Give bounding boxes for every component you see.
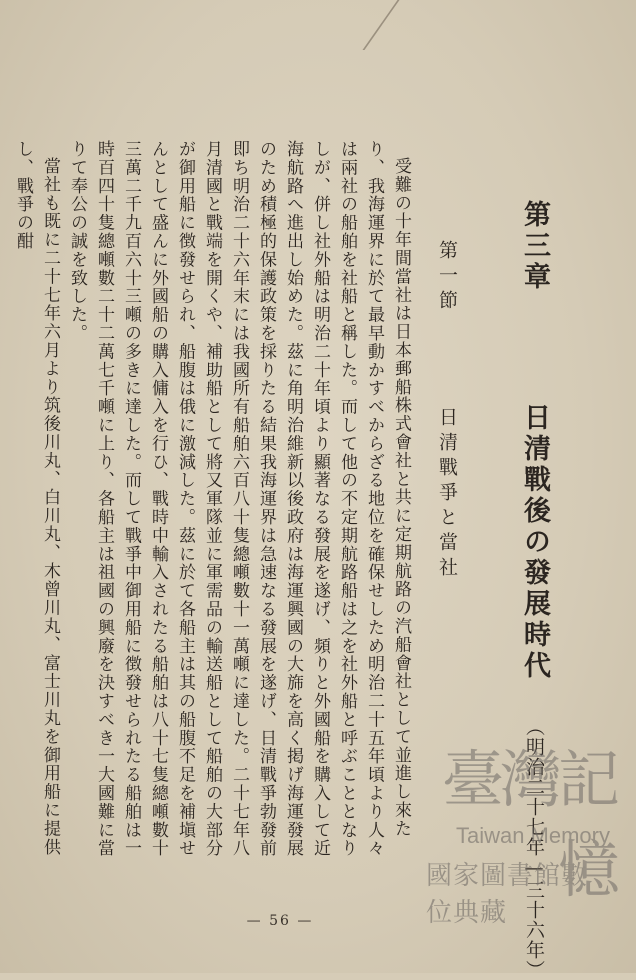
paragraph: 當社も既に二十七年六月より筑後川丸、白川丸、木曾川丸、富士川丸を御用船に提供し、戰爭の酣 — [13, 140, 60, 857]
section-heading — [434, 240, 461, 582]
section-title: 日清戰爭と當社 — [436, 407, 458, 582]
body-text — [9, 140, 414, 860]
watermark — [426, 735, 616, 935]
section-number: 第一節 — [436, 240, 458, 315]
watermark-chinese: 國家圖書館數位典藏 — [426, 861, 589, 928]
chapter-period: （明治二十七年—三十六年） — [523, 717, 545, 980]
paragraph: 受難の十年間當社は日本郵船株式會社と共に定期航路の汽船會社として並進し來たり、我海運界に於て最早動かすべからざる地位を確保せしため明治二十五年頃より人々は兩社の船舶を社船と稱した。而して他の不定期航路船は之を社外船と呼ぶこととなりしが、併し社外船は明治二十年頃より顯著なる發展を遂げ、頻りと外國船を購入して近海航路へ進出し始めた。茲に角明治維新以後政府は海運興國の大旆を高く掲げ海運發展のため積極的保護政策を採りたる結果我海運界は急速なる發展を遂げ、日清戰爭勃發前即ち明治二十六年末には我國所有船舶六百八十隻總噸數十一萬噸に達した。二十七年八月清國と戰端を開くや、補助船として將又軍隊並に軍需品の輸送船として船舶の大部分が御用船に徴發せられ、船腹は俄に激減した。茲に於て各船主は其の船腹不足を補塡せんとして盛んに外國船の購入傭入を行ひ、戰時中輸入されたる船舶は八十七隻總噸數十三萬二千九百六十三噸の多きに達した。而して戰爭中御用船に徴發せられたる船舶は一時百四十隻總噸數二十二萬七千噸に上り、各船主は祖國の興廢を決すべき一大國難に當りて奉公の誠を致した。 — [67, 140, 411, 858]
watermark-logo: 臺灣記憶 — [441, 743, 616, 906]
chapter-title: 日清戰後の發展時代 — [519, 403, 550, 682]
chapter-number: 第三章 — [519, 200, 550, 293]
watermark-english: Taiwan Memory — [455, 823, 610, 848]
page-number: — 56 — — [246, 913, 314, 929]
page-crease — [362, 0, 439, 50]
